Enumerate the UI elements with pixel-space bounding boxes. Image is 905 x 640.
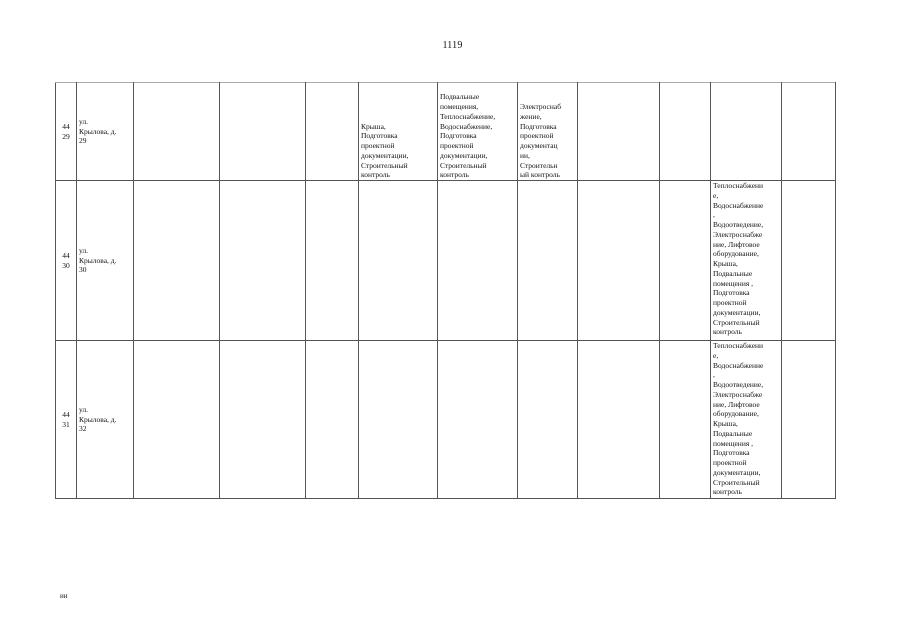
works-cell — [438, 341, 518, 499]
works-cell: Крыша, Подготовка проектной документации, Строительный контроль — [359, 83, 438, 181]
table-row — [56, 341, 836, 499]
empty-cell — [660, 181, 711, 341]
empty-cell — [306, 83, 359, 181]
address-cell: ул. Крылова, д. 32 — [77, 341, 134, 499]
footer-mark: ии — [60, 592, 68, 600]
table-row — [56, 181, 836, 341]
works-cell — [359, 341, 438, 499]
empty-cell — [220, 83, 306, 181]
works-cell: Электроснаб жение, Подготовка проектной документац ии, Строительн ый контроль — [518, 83, 578, 181]
empty-cell — [220, 341, 306, 499]
empty-cell — [134, 181, 220, 341]
row-number-cell: 44 30 — [56, 181, 77, 341]
works-cell — [711, 83, 782, 181]
address-cell: ул. Крылова, д. 29 — [77, 83, 134, 181]
works-cell — [518, 181, 578, 341]
works-cell — [438, 181, 518, 341]
empty-cell — [306, 181, 359, 341]
empty-cell — [134, 83, 220, 181]
empty-cell — [306, 341, 359, 499]
empty-cell — [578, 83, 660, 181]
empty-cell — [782, 83, 836, 181]
works-cell — [518, 341, 578, 499]
row-number-cell: 44 29 — [56, 83, 77, 181]
empty-cell — [782, 181, 836, 341]
empty-cell — [578, 341, 660, 499]
empty-cell — [660, 83, 711, 181]
empty-cell — [782, 341, 836, 499]
works-cell: Теплоснабжени е, Водоснабжение , Водоотведение, Электроснабже ние, Лифтовое оборудование, Крыша, Подвальные помещения , Подготовка проектной документации, Строительный контроль — [711, 341, 782, 499]
works-cell: Теплоснабжени е, Водоснабжение , Водоотведение, Электроснабже ние, Лифтовое оборудование, Крыша, Подвальные помещения , Подготовка проектной документации, Строительный контроль — [711, 181, 782, 341]
empty-cell — [134, 341, 220, 499]
page-number: 1119 — [442, 40, 463, 51]
empty-cell — [578, 181, 660, 341]
works-cell: Подвальные помещения, Теплоснабжение, Водоснабжение, Подготовка проектной документации, Строительный контроль — [438, 83, 518, 181]
empty-cell — [660, 341, 711, 499]
capital-repair-table — [55, 82, 836, 499]
row-number-cell: 44 31 — [56, 341, 77, 499]
empty-cell — [220, 181, 306, 341]
address-cell: ул. Крылова, д. 30 — [77, 181, 134, 341]
works-cell — [359, 181, 438, 341]
table-row — [56, 83, 836, 181]
